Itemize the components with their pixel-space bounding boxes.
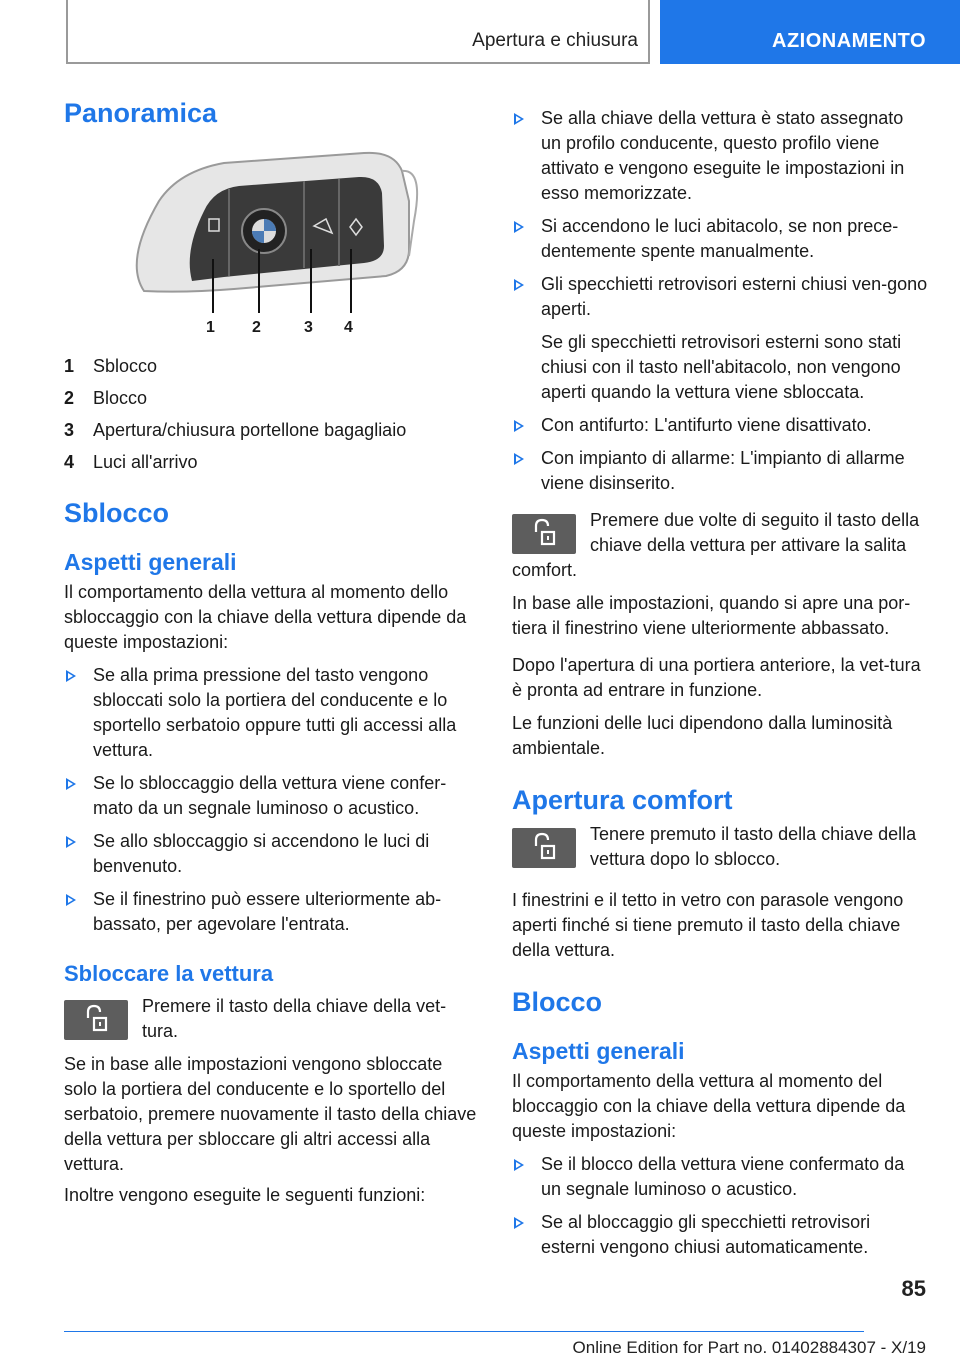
- unlock-car-heading: Sbloccare la vettura: [64, 960, 274, 986]
- list-item: Con antifurto: L'antifurto viene disattivato.: [512, 413, 928, 438]
- ready-paragraph: Dopo l'apertura di una portiera anteriore, la vet-tura è pronta ad entrare in funzione.: [512, 655, 921, 700]
- list-item: Se al bloccaggio gli specchietti retrovisori esterni vengono chiusi automaticamente.: [512, 1210, 928, 1260]
- bullet-triangle-icon: [514, 279, 524, 291]
- unlock-functions-list: [512, 106, 928, 496]
- general-text: Il comportamento della vettura al momento dello sbloccaggio con la chiave della vettura dipende da queste impostazioni:: [64, 581, 467, 652]
- figure-label-4: 4: [344, 319, 353, 337]
- bullet-triangle-icon: [514, 420, 524, 432]
- figure-label-3: 3: [304, 319, 313, 337]
- unlock-heading: Sblocco: [64, 498, 170, 529]
- list-item-note: Se gli specchietti retrovisori esterni sono stati chiusi con il tasto nell'abitacolo, non vengono aperti quando la vettura viene sbloccata.: [541, 332, 902, 402]
- lights-paragraph: Le funzioni delle luci dipendono dalla luminosità ambientale.: [512, 713, 893, 758]
- list-item: Se lo sbloccaggio della vettura viene confer-mato da un segnale luminoso o acustico.: [64, 771, 480, 821]
- comfort-opening-key-instruction: Tenere premuto il tasto della chiave della vettura dopo lo sblocco.: [512, 822, 928, 872]
- car-key-illustration: [64, 141, 480, 346]
- list-item: Se il blocco della vettura viene confermato da un segnale luminoso o acustico.: [512, 1152, 928, 1202]
- list-item: Gli specchietti retrovisori esterni chiusi ven-gono aperti. Se gli specchietti retrovisori esterni sono stati chiusi con il tasto nell'abitacolo, non vengono aperti quando la vettura viene sbloccata.: [512, 272, 928, 405]
- bullet-triangle-icon: [514, 1159, 524, 1171]
- figure-label-2: 2: [252, 319, 261, 337]
- unlock-key-icon: [512, 514, 576, 554]
- left-column: [64, 98, 480, 1208]
- footer-divider: [64, 1331, 864, 1332]
- page-number: 85: [901, 1276, 926, 1301]
- figure-legend: [64, 350, 480, 478]
- unlock-key-icon: [512, 828, 576, 868]
- list-item: Se alla chiave della vettura è stato assegnato un profilo conducente, questo profilo viene attivato e vengono eseguite le impostazioni in esso memorizzate.: [512, 106, 928, 206]
- list-item: Se allo sbloccaggio si accendono le luci di benvenuto.: [64, 829, 480, 879]
- unlock-paragraph: Se in base alle impostazioni vengono sbloccate solo la portiera del conducente e lo sportello del serbatoio, premere nuovamente il tasto della chiave della vettura per sbloccare gli altri accessi alla vettura.: [64, 1053, 477, 1174]
- header-section-title: Apertura e chiusura: [472, 30, 638, 51]
- right-column: [512, 106, 928, 1268]
- list-item: Se il finestrino può essere ulteriormente ab-bassato, per agevolare l'entrata.: [64, 887, 480, 937]
- bullet-triangle-icon: [514, 221, 524, 233]
- footer-edition: Online Edition for Part no. 01402884307 - X/19: [572, 1338, 926, 1357]
- legend-item: 2 Blocco: [64, 388, 148, 409]
- car-key-drawing: [64, 141, 480, 346]
- bullet-triangle-icon: [514, 1217, 524, 1229]
- header-chapter-tab: AZIONAMENTO: [660, 0, 960, 64]
- bullet-triangle-icon: [514, 453, 524, 465]
- list-item: Se alla prima pressione del tasto vengono sbloccati solo la portiera del conducente e lo sportello serbatoio oppure tutti gli accessi alla vettura.: [64, 663, 480, 763]
- lock-general-heading: Aspetti generali: [512, 1038, 685, 1065]
- comfort-opening-heading: Apertura comfort: [512, 785, 733, 815]
- legend-item: 3 Apertura/chiusura portellone bagagliaio: [64, 420, 407, 441]
- bullet-triangle-icon: [66, 670, 76, 682]
- window-paragraph: In base alle impostazioni, quando si apre una por-tiera il finestrino viene ulteriormente abbassato.: [512, 593, 911, 638]
- general-heading: Aspetti generali: [64, 549, 237, 576]
- comfort-entry-key-instruction: Premere due volte di seguito il tasto della chiave della vettura per attivare la salita comfort.: [512, 510, 920, 580]
- unlock-key-instruction: Premere il tasto della chiave della vet-tura.: [64, 994, 480, 1044]
- legend-item: 1 Sblocco: [64, 356, 158, 377]
- bullet-triangle-icon: [66, 836, 76, 848]
- legend-item: 4 Luci all'arrivo: [64, 452, 198, 473]
- bullet-triangle-icon: [514, 113, 524, 125]
- figure-label-1: 1: [206, 319, 215, 337]
- functions-intro: Inoltre vengono eseguite le seguenti funzioni:: [64, 1184, 426, 1205]
- lock-general-text: Il comportamento della vettura al momento del bloccaggio con la chiave della vettura dipende da queste impostazioni:: [512, 1070, 906, 1141]
- bullet-triangle-icon: [66, 894, 76, 906]
- lock-heading: Blocco: [512, 987, 603, 1018]
- overview-heading: Panoramica: [64, 98, 218, 128]
- list-item: Con impianto di allarme: L'impianto di allarme viene disinserito.: [512, 446, 928, 496]
- unlock-settings-list: [64, 663, 480, 937]
- unlock-key-icon: [64, 1000, 128, 1040]
- sunroof-paragraph: I finestrini e il tetto in vetro con parasole vengono aperti finché si tiene premuto il tasto della chiave della vettura.: [512, 890, 904, 961]
- bullet-triangle-icon: [66, 778, 76, 790]
- lock-settings-list: [512, 1152, 928, 1260]
- list-item: Si accendono le luci abitacolo, se non prece-dentemente spente manualmente.: [512, 214, 928, 264]
